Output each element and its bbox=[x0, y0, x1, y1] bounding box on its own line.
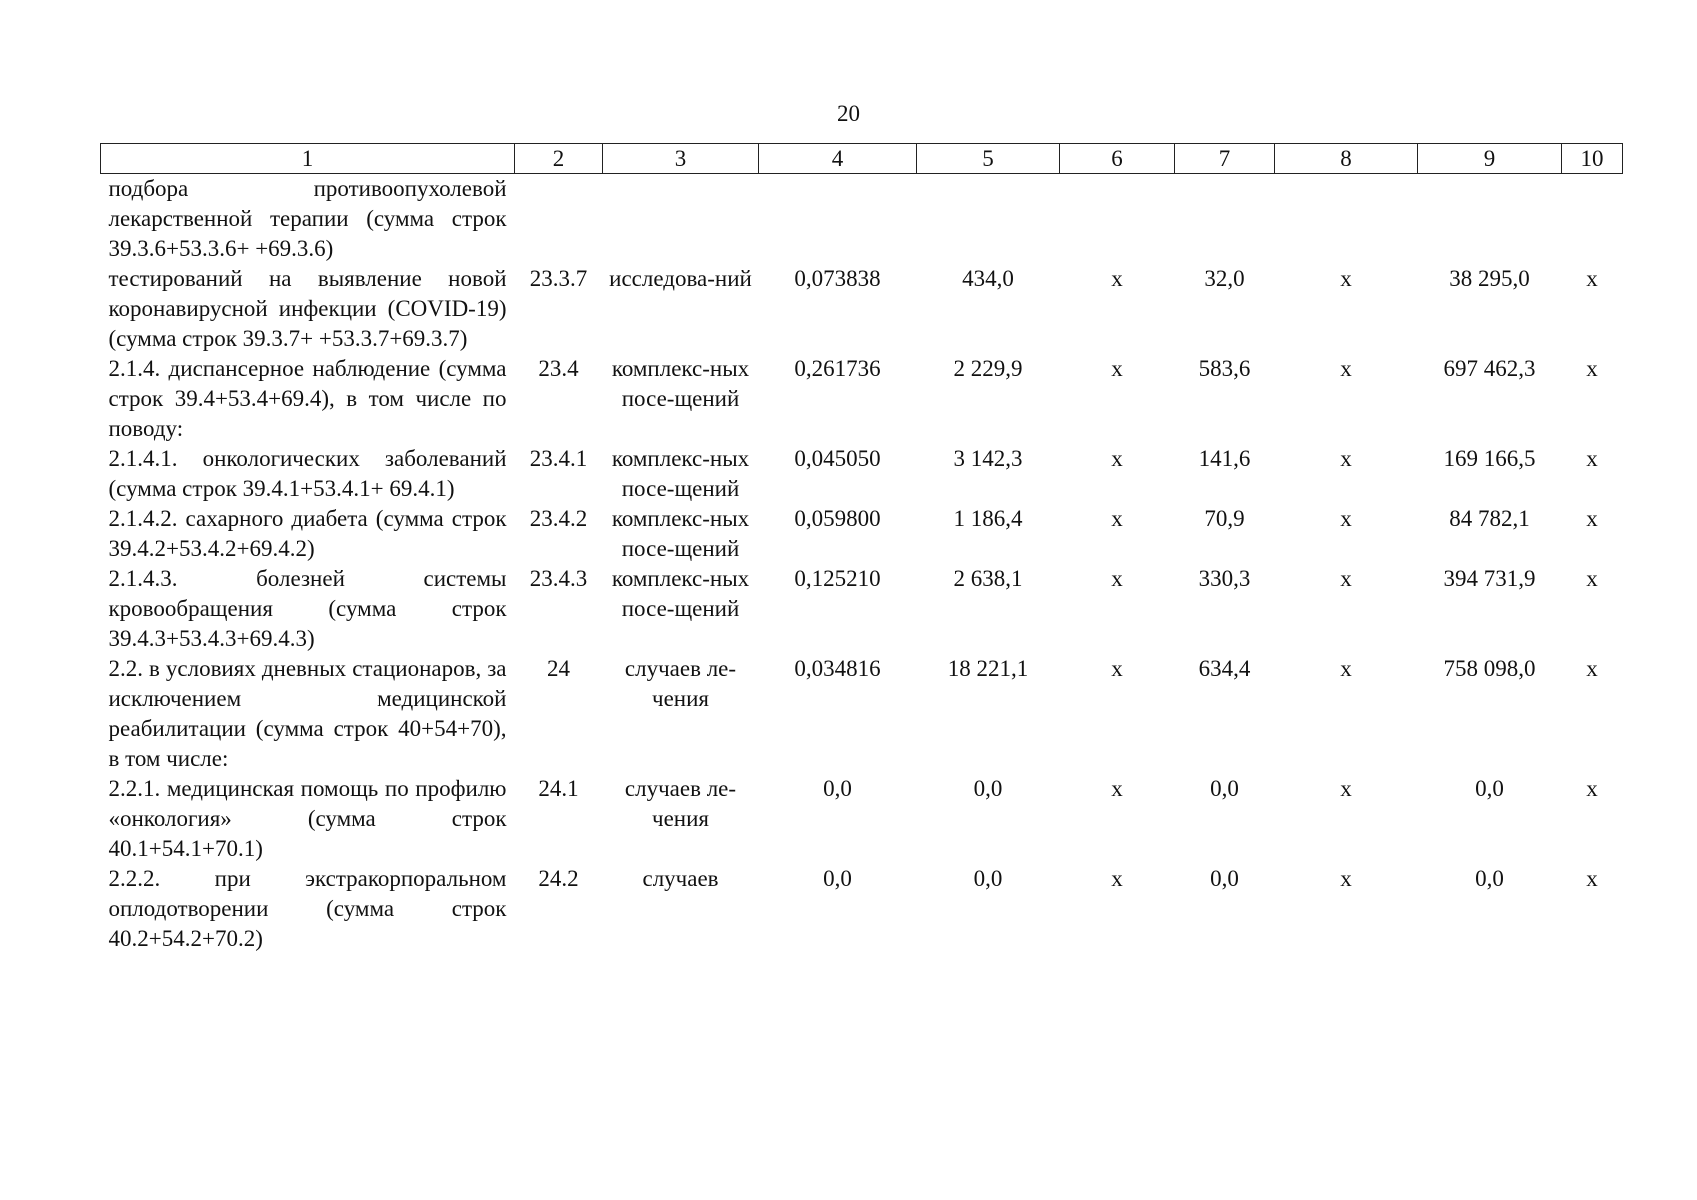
row-value-8: х bbox=[1340, 866, 1352, 891]
row-value-9: 38 295,0 bbox=[1449, 266, 1530, 291]
row-value-8: х bbox=[1340, 506, 1352, 531]
row-value-6: х bbox=[1111, 266, 1123, 291]
row-value-9: 0,0 bbox=[1475, 866, 1504, 891]
column-header-6: 6 bbox=[1060, 144, 1175, 174]
column-header-4: 4 bbox=[759, 144, 917, 174]
column-header-3: 3 bbox=[603, 144, 759, 174]
column-header-5: 5 bbox=[917, 144, 1060, 174]
row-value-10: х bbox=[1586, 656, 1598, 681]
row-value-8 bbox=[1275, 174, 1418, 265]
column-header-10: 10 bbox=[1562, 144, 1623, 174]
row-number: 23.4.1 bbox=[529, 446, 588, 471]
row-unit: случаев ле-чения bbox=[624, 656, 737, 711]
row-value-4: 0,0 bbox=[823, 866, 852, 891]
row-value-7: 583,6 bbox=[1198, 356, 1251, 381]
row-value-10: х bbox=[1586, 446, 1598, 471]
row-value-7: 32,0 bbox=[1204, 266, 1245, 291]
row-number: 24.2 bbox=[538, 866, 579, 891]
row-value-9: 758 098,0 bbox=[1443, 656, 1536, 681]
row-value-4: 0,0 bbox=[823, 776, 852, 801]
row-value-7: 0,0 bbox=[1210, 776, 1239, 801]
row-value-5: 1 186,4 bbox=[953, 506, 1023, 531]
row-value-9: 169 166,5 bbox=[1443, 446, 1536, 471]
row-value-10: х bbox=[1586, 566, 1598, 591]
row-value-7: 141,6 bbox=[1198, 446, 1251, 471]
table-row bbox=[101, 654, 1623, 774]
row-value-7: 0,0 bbox=[1210, 866, 1239, 891]
column-header-2: 2 bbox=[515, 144, 603, 174]
column-header-7: 7 bbox=[1175, 144, 1275, 174]
row-value-8: х bbox=[1340, 566, 1352, 591]
row-unit: случаев ле-чения bbox=[624, 776, 737, 831]
row-value-5: 2 638,1 bbox=[953, 566, 1023, 591]
row-value-5: 0,0 bbox=[973, 776, 1003, 801]
row-unit: случаев bbox=[642, 866, 719, 891]
row-value-8: х bbox=[1340, 656, 1352, 681]
row-label: 2.1.4.3. болезней системы кровообращения (сумма строк 39.4.3+53.4.3+69.4.3) bbox=[108, 566, 507, 651]
row-value-10 bbox=[1562, 174, 1623, 265]
row-value-4: 0,073838 bbox=[794, 266, 881, 291]
row-label: 2.2. в условиях дневных стационаров, за исключением медицинской реабилитации (сумма строк 40+54+70), в том числе: bbox=[108, 656, 507, 771]
row-value-6: х bbox=[1111, 866, 1123, 891]
row-value-8: х bbox=[1340, 446, 1352, 471]
row-unit: комплекс-ных посе-щений bbox=[611, 566, 750, 621]
row-label: 2.1.4.2. сахарного диабета (сумма строк 39.4.2+53.4.2+69.4.2) bbox=[108, 506, 507, 561]
data-table bbox=[100, 143, 1623, 954]
row-value-5: 18 221,1 bbox=[947, 656, 1029, 681]
row-value-6: х bbox=[1111, 446, 1123, 471]
column-header-1: 1 bbox=[101, 144, 515, 174]
row-value-7: 70,9 bbox=[1204, 506, 1245, 531]
row-label: подбора противоопухолевой лекарственной терапии (сумма строк 39.3.6+53.3.6+ +69.3.6) bbox=[108, 176, 507, 261]
table-row bbox=[101, 174, 1623, 265]
row-value-9: 697 462,3 bbox=[1443, 356, 1536, 381]
row-value-10: х bbox=[1586, 356, 1598, 381]
table-row bbox=[101, 504, 1623, 564]
row-number: 24 bbox=[547, 656, 570, 681]
row-unit: комплекс-ных посе-щений bbox=[611, 446, 750, 501]
row-value-10: х bbox=[1586, 266, 1598, 291]
row-number bbox=[515, 174, 603, 265]
row-value-5 bbox=[917, 174, 1060, 265]
row-label: 2.1.4.1. онкологических заболеваний (сумма строк 39.4.1+53.4.1+ 69.4.1) bbox=[108, 446, 507, 501]
row-value-4: 0,059800 bbox=[794, 506, 881, 531]
row-value-9: 84 782,1 bbox=[1449, 506, 1530, 531]
row-number: 23.4 bbox=[538, 356, 579, 381]
column-header-9: 9 bbox=[1418, 144, 1562, 174]
row-value-6 bbox=[1060, 174, 1175, 265]
row-number: 23.4.3 bbox=[529, 566, 588, 591]
row-value-7: 330,3 bbox=[1198, 566, 1251, 591]
row-value-9 bbox=[1418, 174, 1562, 265]
row-value-8: х bbox=[1340, 266, 1352, 291]
row-value-7: 634,4 bbox=[1198, 656, 1251, 681]
row-value-9: 394 731,9 bbox=[1443, 566, 1536, 591]
row-value-6: х bbox=[1111, 506, 1123, 531]
row-value-4: 0,034816 bbox=[794, 656, 881, 681]
row-value-8: х bbox=[1340, 356, 1352, 381]
page-number: 20 bbox=[837, 101, 860, 126]
row-number: 23.3.7 bbox=[529, 266, 588, 291]
row-value-6: х bbox=[1111, 776, 1123, 801]
row-unit: комплекс-ных посе-щений bbox=[611, 506, 750, 561]
row-number: 24.1 bbox=[538, 776, 579, 801]
table-row bbox=[101, 444, 1623, 504]
row-label: тестирований на выявление новой коронавирусной инфекции (COVID-19) (сумма строк 39.3.7+ +53.3.7+69.3.7) bbox=[108, 266, 507, 351]
row-value-9: 0,0 bbox=[1475, 776, 1504, 801]
column-header-8: 8 bbox=[1275, 144, 1418, 174]
table-row bbox=[101, 264, 1623, 354]
row-value-7 bbox=[1175, 174, 1275, 265]
row-value-10: х bbox=[1586, 866, 1598, 891]
row-value-6: х bbox=[1111, 656, 1123, 681]
row-value-5: 2 229,9 bbox=[953, 356, 1023, 381]
row-unit bbox=[603, 174, 759, 265]
table-header-row bbox=[101, 144, 1623, 174]
row-number: 23.4.2 bbox=[529, 506, 588, 531]
row-value-4: 0,125210 bbox=[794, 566, 881, 591]
table-row bbox=[101, 864, 1623, 954]
row-value-6: х bbox=[1111, 356, 1123, 381]
row-unit: исследова-ний bbox=[609, 266, 752, 291]
row-value-5: 0,0 bbox=[973, 866, 1003, 891]
row-unit: комплекс-ных посе-щений bbox=[611, 356, 750, 411]
row-value-5: 434,0 bbox=[962, 266, 1014, 291]
table-row bbox=[101, 774, 1623, 864]
row-label: 2.2.2. при экстракорпоральном оплодотворении (сумма строк 40.2+54.2+70.2) bbox=[108, 866, 507, 951]
row-value-4: 0,045050 bbox=[794, 446, 881, 471]
row-value-6: х bbox=[1111, 566, 1123, 591]
table-row bbox=[101, 354, 1623, 444]
row-value-4: 0,261736 bbox=[794, 356, 881, 381]
row-value-10: х bbox=[1586, 776, 1598, 801]
row-label: 2.2.1. медицинская помощь по профилю «онкология» (сумма строк 40.1+54.1+70.1) bbox=[108, 776, 507, 861]
row-value-5: 3 142,3 bbox=[953, 446, 1023, 471]
row-value-10: х bbox=[1586, 506, 1598, 531]
row-label: 2.1.4. диспансерное наблюдение (сумма строк 39.4+53.4+69.4), в том числе по поводу: bbox=[108, 356, 507, 441]
row-value-4 bbox=[759, 174, 917, 265]
table-row bbox=[101, 564, 1623, 654]
row-value-8: х bbox=[1340, 776, 1352, 801]
